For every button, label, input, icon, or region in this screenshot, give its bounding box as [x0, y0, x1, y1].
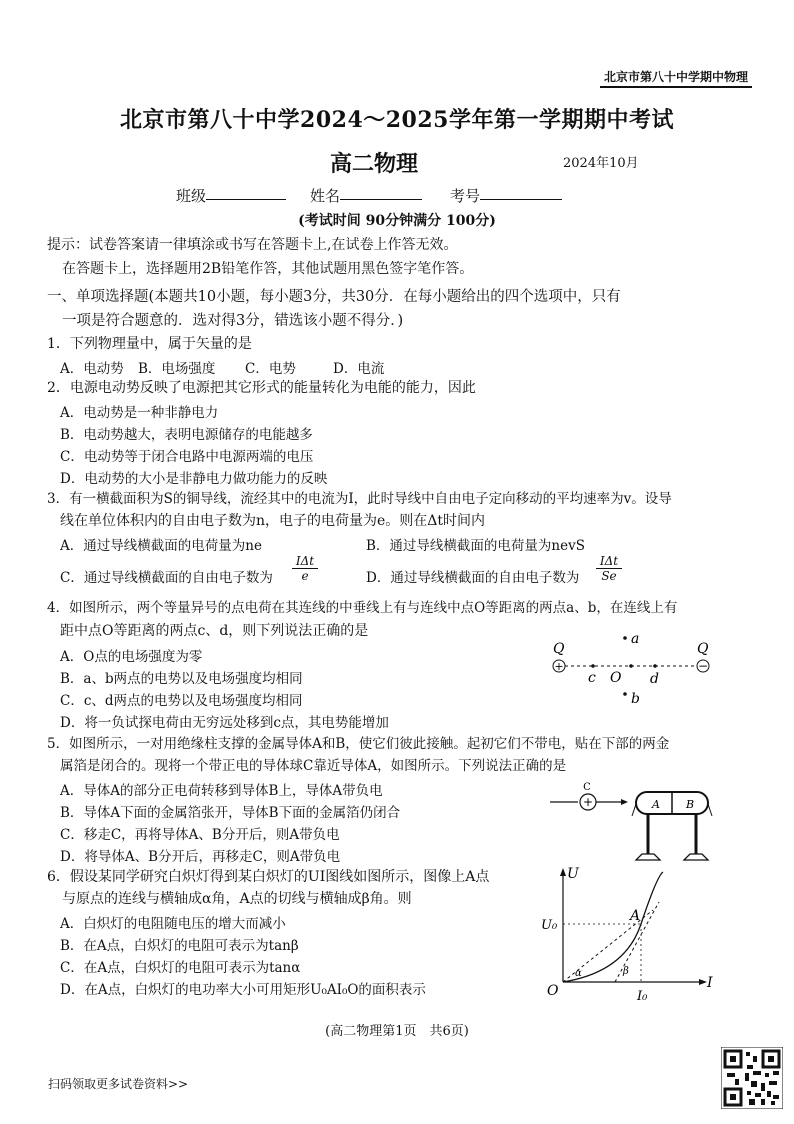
name-label: 姓名 — [310, 187, 341, 205]
q3-option-c: C．通过导线横截面的自由电子数为 — [60, 570, 273, 586]
class-blank[interactable] — [206, 185, 286, 200]
exam-no-blank[interactable] — [480, 185, 562, 200]
q4-figure — [545, 626, 720, 708]
q4-label-q-right: Q — [697, 641, 709, 657]
q1-option-b: B．电场强度 — [138, 361, 216, 377]
q5-option-c: C．移走C，再将导体A、B分开后，则A带负电 — [60, 827, 340, 843]
q2-option-c: C．电动势等于闭合电路中电源两端的电压 — [60, 449, 314, 465]
q5-arrow-head — [621, 799, 628, 805]
q4-label-a: a — [631, 631, 640, 647]
q4-label-c: c — [588, 670, 596, 686]
q4-label-q-left: Q — [553, 641, 565, 657]
class-label: 班级 — [176, 187, 207, 205]
q6-label-alpha: α — [575, 968, 582, 979]
q4-option-a: A．O点的电场强度为零 — [60, 649, 203, 665]
q4-minus-sign: − — [697, 659, 709, 673]
q3-option-b: B．通过导线横截面的电荷量为nevS — [366, 538, 585, 554]
info-row — [176, 185, 562, 206]
qr-code-icon[interactable] — [721, 1047, 783, 1109]
header-stamp: 北京市第八十中学期中物理 — [600, 68, 752, 88]
q3-c-fraction — [292, 554, 318, 583]
exam-no-label: 考号 — [450, 187, 481, 205]
q6-stem-1: 6．假设某同学研究白炽灯得到某白炽灯的UI图线如图所示，图像上A点 — [47, 869, 490, 885]
q5-ball-plus: + — [582, 795, 594, 809]
q4-label-o: O — [610, 670, 622, 686]
q4-stem-1: 4．如图所示，两个等量异号的点电荷在其连线的中垂线上有与连线中点O等距离的两点a、b，在连线上有 — [47, 600, 678, 616]
promo-text: 扫码领取更多试卷资料>> — [48, 1077, 189, 1091]
q2-stem: 2．电源电动势反映了电源把其它形式的能量转化为电能的能力，因此 — [47, 380, 476, 396]
q3-stem-2: 线在单位体积内的自由电子数为n，电子的电荷量为e。则在Δt时间内 — [60, 513, 486, 529]
q6-option-b: B．在A点，白炽灯的电阻可表示为tanβ — [60, 938, 299, 954]
q2-option-d: D．电动势的大小是非静电力做功能力的反映 — [60, 471, 328, 487]
q2-option-b: B．电动势越大，表明电源储存的电能越多 — [60, 427, 313, 443]
section-1-line-1: 一、单项选择题(本题共10小题，每小题3分，共30分．在每小题给出的四个选项中，只有 — [47, 289, 621, 305]
q4-point-b — [623, 692, 627, 696]
q3-c-numerator: IΔt — [292, 554, 318, 569]
q5-foil-a — [632, 804, 636, 816]
q1-option-a: A．电动势 — [60, 361, 124, 377]
q4-plus-sign: + — [554, 660, 564, 673]
q3-d-denominator: Se — [601, 569, 617, 583]
q4-label-d: d — [650, 671, 659, 687]
q1-option-d: D．电流 — [333, 361, 385, 377]
q6-option-c: C．在A点，白炽灯的电阻可表示为tanα — [60, 960, 301, 976]
q6-label-u0: U₀ — [541, 918, 558, 933]
q4-option-b: B．a、b两点的电势以及电场强度均相同 — [60, 671, 303, 687]
q6-option-d: D．在A点，白炽灯的电功率大小可用矩形U₀AI₀O的面积表示 — [60, 982, 426, 998]
q5-label-c: C — [583, 782, 591, 793]
q3-option-d: D．通过导线横截面的自由电子数为 — [366, 570, 580, 586]
q4-option-d: D．将一负试探电荷由无穷远处移到c点，其电势能增加 — [60, 715, 389, 731]
q4-point-o — [629, 664, 633, 668]
q6-label-u: U — [567, 866, 579, 882]
section-1-line-2: 一项是符合题意的．选对得3分，错选该小题不得分．) — [62, 313, 404, 329]
q5-base-b — [684, 854, 708, 860]
q4-point-a — [623, 636, 627, 640]
q6-label-i: I — [707, 975, 713, 991]
subject-title: 高二物理 — [330, 151, 419, 177]
exam-date: 2024年10月 — [563, 156, 639, 171]
q5-base-a — [636, 854, 660, 860]
q6-stem-2: 与原点的连线与横轴成α角，A点的切线与横轴成β角。则 — [62, 891, 412, 907]
q6-label-beta: β — [623, 966, 629, 977]
q6-u-axis-arrow — [560, 868, 566, 876]
page-footer: (高二物理第1页 共6页) — [325, 1024, 469, 1039]
q5-option-b: B．导体A下面的金属箔张开，导体B下面的金属箔仍闭合 — [60, 805, 401, 821]
q3-option-a: A．通过导线横截面的电荷量为ne — [60, 538, 262, 554]
exam-title: 北京市第八十中学2024～2025学年第一学期期中考试 — [120, 107, 674, 133]
q5-label-a: A — [652, 798, 660, 811]
q5-figure — [548, 780, 728, 868]
q6-label-i0: I₀ — [637, 989, 648, 1004]
notice-line-2: 在答题卡上，选择题用2B铅笔作答，其他试题用黑色签字笔作答。 — [62, 261, 474, 277]
q4-option-c: C．c、d两点的电势以及电场强度均相同 — [60, 693, 303, 709]
q4-stem-2: 距中点O等距离的两点c、d，则下列说法正确的是 — [60, 623, 369, 639]
q5-option-a: A．导体A的部分正电荷转移到导体B上，导体A带负电 — [60, 783, 383, 799]
q4-label-b: b — [631, 691, 640, 707]
q1-option-c: C．电势 — [245, 361, 296, 377]
q3-d-fraction — [596, 554, 622, 583]
q3-c-denominator: e — [301, 569, 309, 583]
q6-label-o: O — [547, 983, 559, 999]
q6-label-a: A — [630, 908, 641, 924]
q4-point-c — [591, 664, 595, 668]
q5-stem-1: 5．如图所示，一对用绝缘柱支撑的金属导体A和B，使它们彼此接触。起初它们不带电，贴在下部的两金 — [47, 736, 670, 752]
q3-d-numerator: IΔt — [596, 554, 622, 569]
q6-option-a: A．白炽灯的电阻随电压的增大而减小 — [60, 916, 286, 932]
q3-stem-1: 3．有一横截面积为S的铜导线，流经其中的电流为I，此时导线中自由电子定向移动的平均速率为v。设导 — [47, 491, 672, 507]
q5-foil-b — [708, 804, 712, 816]
q5-label-b: B — [686, 798, 695, 811]
q4-point-d — [653, 664, 657, 668]
q2-option-a: A．电动势是一种非静电力 — [60, 405, 219, 421]
q5-stem-2: 属箔是闭合的。现将一个带正电的导体球C靠近导体A，如图所示。下列说法正确的是 — [60, 758, 567, 774]
q1-stem: 1．下列物理量中，属于矢量的是 — [47, 336, 252, 352]
q6-i-axis-arrow — [699, 979, 707, 985]
q6-ui-graph — [535, 862, 725, 1010]
time-note: (考试时间 90分钟满分 100分) — [298, 213, 496, 229]
notice-line-1: 提示：试卷答案请一律填涂或书写在答题卡上,在试卷上作答无效。 — [47, 237, 458, 253]
q6-ui-curve — [563, 872, 663, 982]
name-blank[interactable] — [340, 185, 422, 200]
q5-option-d: D．将导体A、B分开后，再移走C，则A带负电 — [60, 849, 341, 865]
